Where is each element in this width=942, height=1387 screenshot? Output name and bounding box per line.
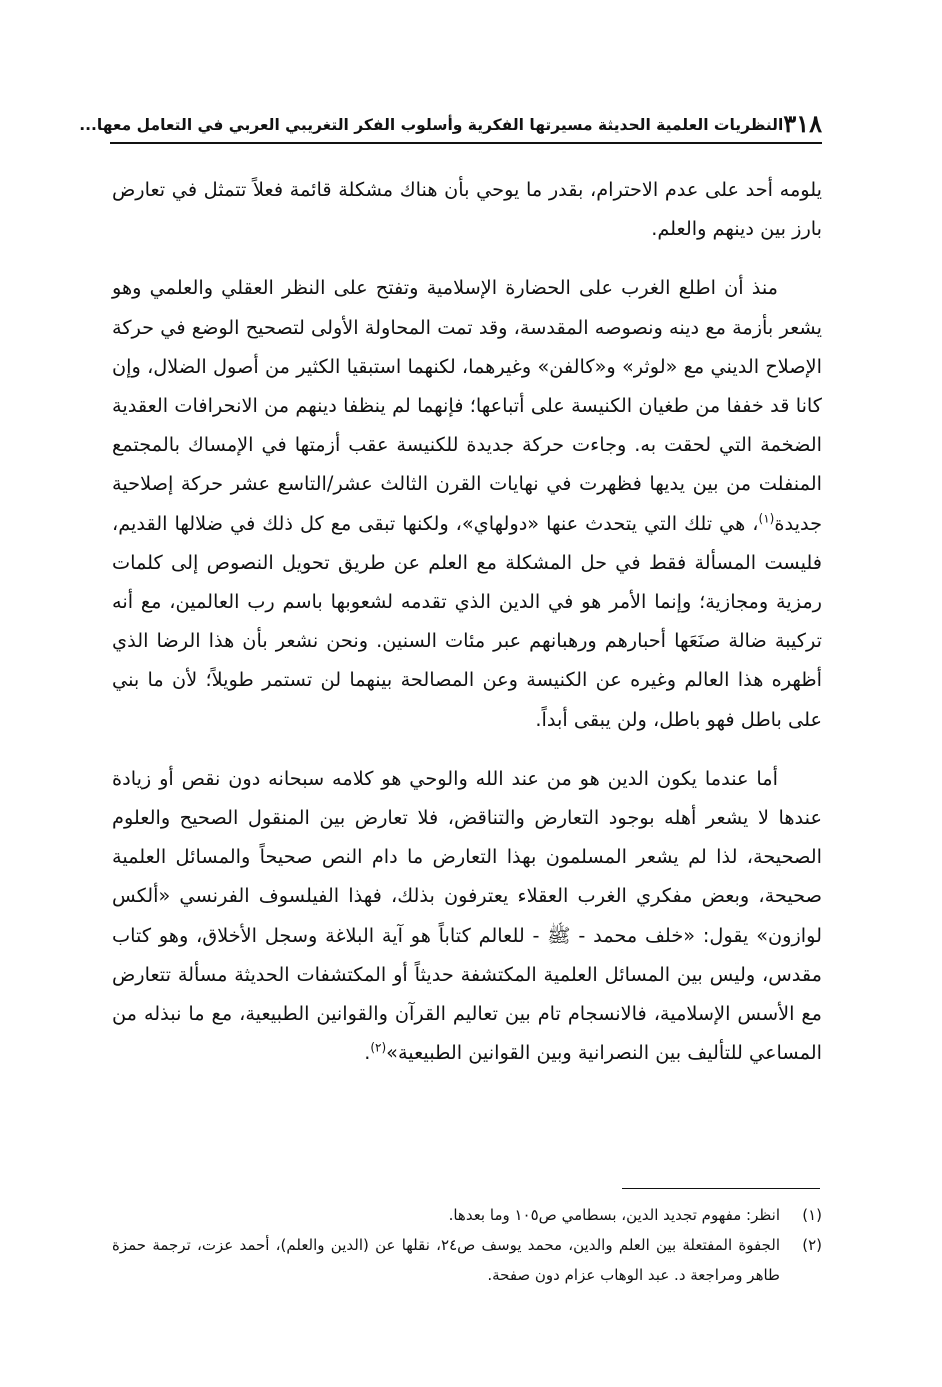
footnote-text: انظر: مفهوم تجديد الدين، بسطامي ص١٠٥ وما بعدها. bbox=[448, 1206, 780, 1224]
footnote-number: (٢) bbox=[802, 1236, 822, 1254]
paragraph-3-part-b: . bbox=[364, 1041, 371, 1065]
running-title: النظريات العلمية الحديثة مسيرتها الفكرية وأسلوب الفكر التغريبي العربي في التعامل معها... bbox=[79, 116, 784, 134]
page-number: ٣١٨ bbox=[783, 109, 822, 138]
footnote-2 bbox=[112, 1230, 822, 1290]
footnote-1 bbox=[112, 1200, 822, 1230]
paragraph-2-part-b: ، هي تلك التي يتحدث عنها «دولهاي»، ولكنها تبقى مع كل ذلك في ضلالها القديم، فليست المسألة فقط في حل المشكلة مع العلم عن طريق تحويل النصوص إلى كلمات رمزية ومجازية؛ وإنما الأمر هو في الدين الذي تقدمه لشعوبها باسم رب العالمين، مع أنه تركيبة ضالة صنَعَها أحبارهم ورهبانهم عبر مئات السنين. ونحن نشعر بأن هذا الرضا الذي أظهره هذا العالم وغيره عن الكنيسة وعن المصالحة بينهما لن تستمر طويلاً؛ لأن ما بني على باطل فهو باطل، ولن يبقى أبداً. bbox=[112, 511, 822, 731]
footnote-number: (١) bbox=[802, 1206, 822, 1224]
paragraph-3-part-a: أما عندما يكون الدين هو من عند الله والوحي هو كلامه سبحانه دون نقص أو زيادة عندها لا يشعر أهله بوجود التعارض والتناقض، فلا تعارض بين المنقول الصحيح والعلوم الصحيحة، لذا لم يشعر المسلمون بهذا التعارض ما دام النص صحيحاً والمسائل العلمية صحيحة، وبعض مفكري الغرب العقلاء يعترفون بذلك، فهذا الفيلسوف الفرنسي «ألكس لوازون» يقول: «خلف محمد - ﷺ - للعالم كتاباً هو آية البلاغة وسجل الأخلاق، وهو كتاب مقدس، وليس بين المسائل العلمية المكتشفة حديثاً أو المكتشفات الحديثة مسألة تتعارض مع الأسس الإسلامية، فالانسجام تام بين تعاليم القرآن والقوانين الطبيعية، مع ما نبذله من المساعي للتأليف بين النصرانية وبين القوانين الطبيعية» bbox=[112, 766, 822, 1065]
paragraph-2 bbox=[112, 268, 822, 738]
main-text bbox=[112, 170, 822, 1072]
footnote-ref-2[interactable]: (٢) bbox=[370, 1040, 387, 1055]
paragraph-1: يلومه أحد على عدم الاحترام، بقدر ما يوحي بأن هناك مشكلة قائمة فعلاً تتمثل في تعارض بارز بين دينهم والعلم. bbox=[112, 178, 822, 241]
paragraph-3 bbox=[112, 759, 822, 1073]
footnote-text: الجفوة المفتعلة بين العلم والدين، محمد يوسف ص٢٤، نقلها عن (الدين والعلم)، أحمد عزت، ترجمة حمزة طاهر ومراجعة د. عبد الوهاب عزام دون صفحة. bbox=[112, 1236, 780, 1284]
running-header bbox=[79, 100, 822, 144]
paragraph-2-part-a: منذ أن اطلع الغرب على الحضارة الإسلامية وتفتح على النظر العقلي والعلمي وهو يشعر بأزمة مع دينه ونصوصه المقدسة، وقد تمت المحاولة الأولى لتصحيح الوضع في حركة الإصلاح الديني مع «لوثر» و«كالفن» وغيرهما، لكنهما استبقيا الكثير من أصول الضلال، وإن كانا قد خففا من طغيان الكنيسة على أتباعها؛ فإنهما لم ينظفا دينهم من الانحرافات العقدية الضخمة التي لحقت به. وجاءت حركة جديدة للكنيسة عقب أزمتها في الإمساك بالمجتمع المنفلت من بين يديها فظهرت في نهايات القرن الثالث عشر/التاسع عشر حركة إصلاحية جديدة bbox=[112, 276, 822, 535]
footnote-separator bbox=[622, 1188, 820, 1189]
footnotes bbox=[112, 1200, 822, 1290]
footnote-ref-1[interactable]: (١) bbox=[758, 511, 775, 526]
